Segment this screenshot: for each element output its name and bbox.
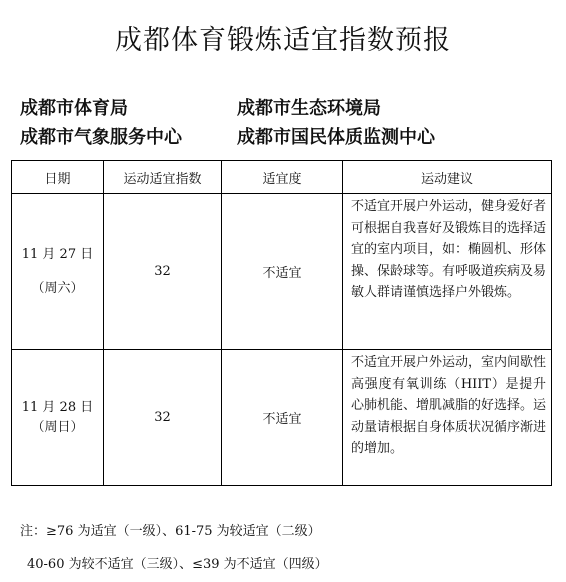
- org-ecology-bureau: 成都市生态环境局: [237, 98, 381, 119]
- org-fitness-monitoring-center: 成都市国民体质监测中心: [237, 127, 435, 148]
- header-index: 运动适宜指数: [104, 161, 222, 194]
- org-meteorological-center: 成都市气象服务中心: [20, 127, 182, 148]
- header-date: 日期: [12, 161, 104, 194]
- date-text: 11 月 28 日: [21, 399, 94, 415]
- date-cell: [12, 194, 104, 350]
- weekday-text: （周六）: [31, 280, 84, 296]
- advice-cell: 不适宜开展户外运动，室内间歇性高强度有氧训练（HIIT）是提升心肺机能、增肌减脂的好选择。运动量请根据自身体质状况循序渐进的增加。: [343, 350, 552, 486]
- forecast-table: [11, 160, 552, 486]
- index-cell: 32: [104, 194, 222, 350]
- grading-note-line-1: 注：≥76 为适宜（一级）、61-75 为较适宜（二级）: [20, 524, 321, 539]
- page-title: 成都体育锻炼适宜指数预报: [115, 25, 451, 56]
- table-row: [12, 350, 552, 486]
- table-header-row: [12, 161, 552, 194]
- date-cell: [12, 350, 104, 486]
- weekday-text: （周日）: [31, 419, 84, 435]
- suitability-cell: 不适宜: [222, 194, 343, 350]
- date-text: 11 月 27 日: [21, 246, 94, 262]
- grading-note-line-2: 40-60 为较不适宜（三级）、≤39 为不适宜（四级）: [27, 557, 328, 572]
- advice-cell: 不适宜开展户外运动，健身爱好者可根据自我喜好及锻炼目的选择适宜的室内项目，如：椭圆机、形体操、保龄球等。有呼吸道疾病及易敏人群请谨慎选择户外锻炼。: [343, 194, 552, 350]
- suitability-cell: 不适宜: [222, 350, 343, 486]
- header-advice: 运动建议: [343, 161, 552, 194]
- index-cell: 32: [104, 350, 222, 486]
- org-sports-bureau: 成都市体育局: [20, 98, 128, 119]
- table-row: [12, 194, 552, 350]
- header-suitability: 适宜度: [222, 161, 343, 194]
